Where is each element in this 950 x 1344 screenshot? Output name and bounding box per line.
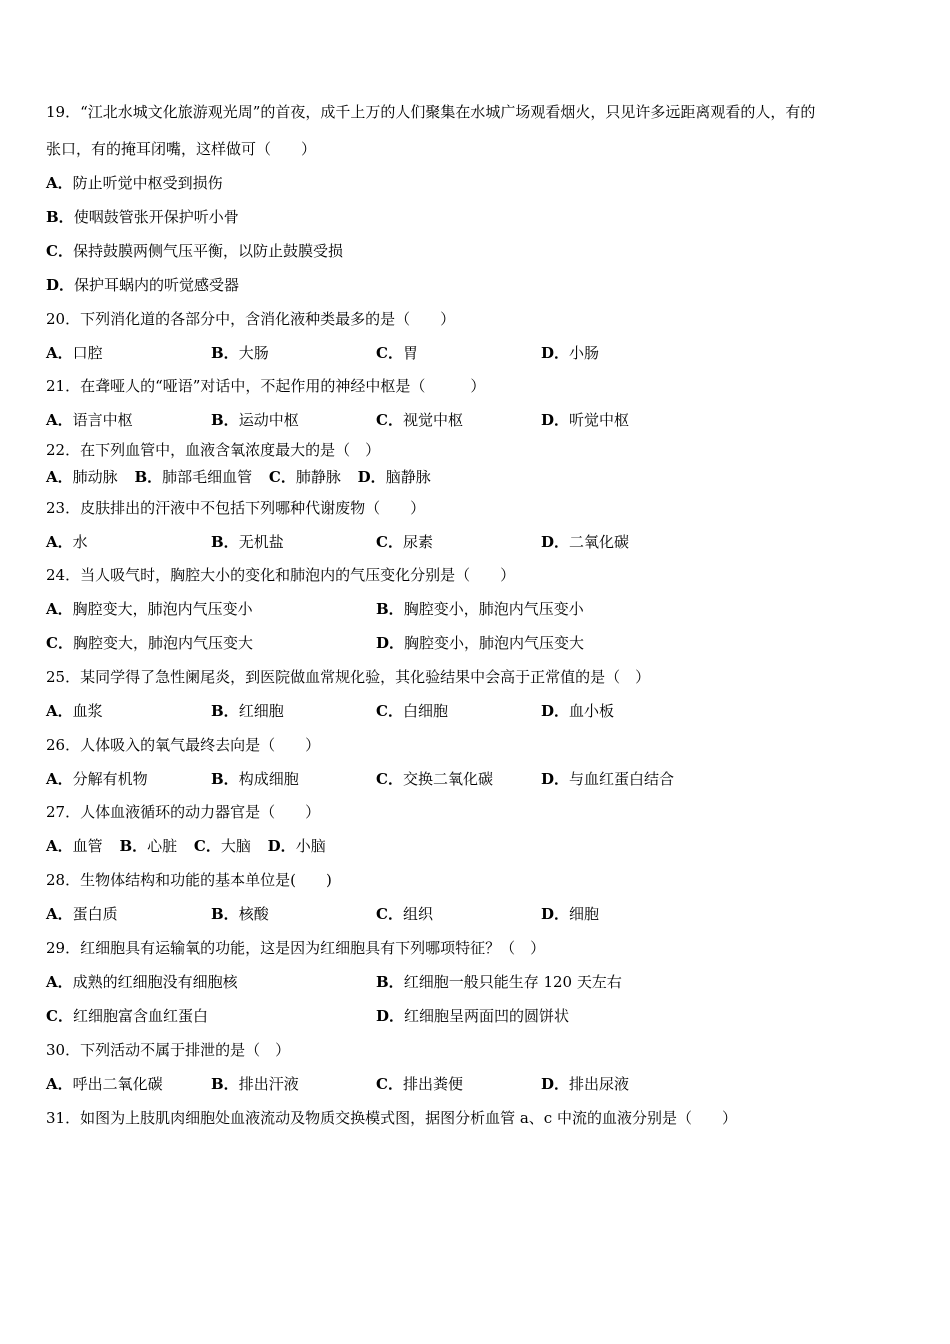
option-letter: D．	[357, 468, 386, 486]
q20-option-b: B．大肠	[211, 344, 269, 362]
option-letter: B．	[211, 770, 239, 788]
q25-option-b: B．红细胞	[211, 702, 284, 720]
option-letter: A．	[46, 702, 73, 720]
option-letter: D．	[541, 411, 570, 429]
q23-stem: 23．皮肤排出的汗液中不包括下列哪种代谢废物（ ）	[46, 499, 426, 517]
q22-option-c: C．肺静脉	[268, 468, 341, 486]
option-letter: B．	[211, 905, 239, 923]
q21-option-a: A．语言中枢	[46, 411, 133, 429]
q28-option-b: B．核酸	[211, 905, 269, 923]
option-letter: B．	[134, 468, 163, 486]
option-letter: C．	[376, 344, 403, 362]
q21-option-c: C．视觉中枢	[376, 411, 463, 429]
q26-options	[46, 770, 706, 788]
q28-options	[46, 905, 706, 923]
option-letter: C．	[46, 634, 73, 652]
q30-stem: 30．下列活动不属于排泄的是（ ）	[46, 1041, 291, 1059]
option-letter: D．	[541, 533, 570, 551]
option-letter: B．	[211, 702, 239, 720]
option-letter: A．	[46, 1075, 73, 1093]
option-letter: A．	[46, 905, 73, 923]
option-letter: D．	[376, 634, 405, 652]
q24-option-c: C．胸腔变大，肺泡内气压变大	[46, 634, 253, 652]
option-letter: A．	[46, 533, 73, 551]
q29-option-b: B．红细胞一般只能生存 120 天左右	[376, 973, 622, 991]
option-letter: A．	[46, 468, 73, 486]
q24-option-d: D．胸腔变小，肺泡内气压变大	[376, 634, 585, 652]
q26-option-b: B．构成细胞	[211, 770, 299, 788]
q25-option-a: A．血浆	[46, 702, 103, 720]
q20-stem: 20．下列消化道的各部分中，含消化液种类最多的是（ ）	[46, 310, 456, 328]
option-letter: C．	[376, 411, 403, 429]
q27-option-c: C．大脑	[193, 837, 251, 855]
option-letter: B．	[119, 837, 148, 855]
q29-option-c: C．红细胞富含血红蛋白	[46, 1007, 208, 1025]
option-letter: D．	[46, 276, 75, 294]
q24-option-b: B．胸腔变小，肺泡内气压变小	[376, 600, 584, 618]
q29-option-a: A．成熟的红细胞没有细胞核	[46, 973, 238, 991]
q22-stem: 22．在下列血管中，血液含氧浓度最大的是（ ）	[46, 441, 381, 459]
q26-option-c: C．交换二氧化碳	[376, 770, 493, 788]
option-letter: D．	[541, 702, 570, 720]
option-letter: D．	[376, 1007, 405, 1025]
option-letter: B．	[211, 1075, 239, 1093]
q19-option-b: B．使咽鼓管张开保护听小骨	[46, 208, 239, 226]
q24-options-row2	[46, 634, 706, 652]
q20-option-d: D．小肠	[541, 344, 600, 362]
q19-option-a: A．防止听觉中枢受到损伤	[46, 174, 223, 192]
q23-option-c: C．尿素	[376, 533, 433, 551]
q30-option-d: D．排出尿液	[541, 1075, 630, 1093]
q21-option-d: D．听觉中枢	[541, 411, 630, 429]
q25-option-d: D．血小板	[541, 702, 615, 720]
option-letter: D．	[541, 344, 570, 362]
q27-stem: 27．人体血液循环的动力器官是（ ）	[46, 803, 321, 821]
option-letter: B．	[46, 208, 74, 226]
q28-option-d: D．细胞	[541, 905, 600, 923]
q23-option-b: B．无机盐	[211, 533, 284, 551]
q26-option-a: A．分解有机物	[46, 770, 148, 788]
option-letter: D．	[541, 1075, 570, 1093]
option-letter: D．	[541, 770, 570, 788]
option-letter: A．	[46, 837, 73, 855]
q30-option-a: A．呼出二氧化碳	[46, 1075, 163, 1093]
option-letter: A．	[46, 600, 73, 618]
option-letter: C．	[376, 1075, 403, 1093]
option-letter: D．	[267, 837, 296, 855]
q25-stem: 25．某同学得了急性阑尾炎，到医院做血常规化验，其化验结果中会高于正常值的是（ ）	[46, 668, 651, 686]
q21-option-b: B．运动中枢	[211, 411, 299, 429]
option-letter: C．	[46, 1007, 73, 1025]
option-letter: A．	[46, 344, 73, 362]
q29-stem: 29．红细胞具有运输氧的功能，这是因为红细胞具有下列哪项特征？（ ）	[46, 939, 546, 957]
option-letter: A．	[46, 973, 73, 991]
q22-option-b: B．肺部毛细血管	[134, 468, 253, 486]
q24-option-a: A．胸腔变大，肺泡内气压变小	[46, 600, 253, 618]
option-letter: B．	[211, 533, 239, 551]
q20-options	[46, 344, 706, 362]
q27-option-d: D．小脑	[267, 837, 326, 855]
q19-stem-line2: 张口，有的掩耳闭嘴，这样做可（ ）	[46, 140, 317, 158]
q24-options-row1	[46, 600, 706, 618]
option-letter: B．	[376, 600, 404, 618]
option-letter: A．	[46, 174, 73, 192]
q23-option-d: D．二氧化碳	[541, 533, 630, 551]
q22-option-d: D．脑静脉	[357, 468, 431, 486]
q20-option-c: C．胃	[376, 344, 418, 362]
q27-options	[46, 837, 338, 855]
q23-options	[46, 533, 706, 551]
q27-option-b: B．心脏	[119, 837, 178, 855]
q22-options	[46, 468, 443, 486]
option-letter: C．	[193, 837, 221, 855]
q28-option-a: A．蛋白质	[46, 905, 118, 923]
q28-option-c: C．组织	[376, 905, 433, 923]
q24-stem: 24．当人吸气时，胸腔大小的变化和肺泡内的气压变化分别是（ ）	[46, 566, 516, 584]
q21-options	[46, 411, 706, 429]
option-letter: A．	[46, 411, 73, 429]
q25-options	[46, 702, 706, 720]
q19-option-d: D．保护耳蜗内的听觉感受器	[46, 276, 240, 294]
q30-option-c: C．排出粪便	[376, 1075, 463, 1093]
option-letter: D．	[541, 905, 570, 923]
option-letter: C．	[376, 770, 403, 788]
q29-options-row2	[46, 1007, 706, 1025]
q27-option-a: A．血管	[46, 837, 103, 855]
q22-option-a: A．肺动脉	[46, 468, 118, 486]
option-letter: C．	[46, 242, 73, 260]
q26-option-d: D．与血红蛋白结合	[541, 770, 675, 788]
q26-stem: 26．人体吸入的氧气最终去向是（ ）	[46, 736, 321, 754]
option-letter: B．	[211, 411, 239, 429]
option-letter: B．	[211, 344, 239, 362]
q30-options	[46, 1075, 706, 1093]
q21-stem: 21．在聋哑人的“哑语”对话中，不起作用的神经中枢是（ ）	[46, 377, 486, 395]
q28-stem: 28．生物体结构和功能的基本单位是( )	[46, 871, 332, 889]
q19-option-c: C．保持鼓膜两侧气压平衡，以防止鼓膜受损	[46, 242, 343, 260]
option-letter: B．	[376, 973, 404, 991]
q29-options-row1	[46, 973, 706, 991]
q23-option-a: A．水	[46, 533, 88, 551]
option-letter: C．	[376, 702, 403, 720]
q31-stem: 31．如图为上肢肌肉细胞处血液流动及物质交换模式图，据图分析血管 a、c 中流的血液分别是（ ）	[46, 1109, 737, 1127]
q25-option-c: C．白细胞	[376, 702, 448, 720]
q30-option-b: B．排出汗液	[211, 1075, 299, 1093]
option-letter: C．	[376, 905, 403, 923]
q19-stem-line1: 19．“江北水城文化旅游观光周”的首夜，成千上万的人们聚集在水城广场观看烟火，只见许多远距离观看的人，有的	[46, 103, 816, 121]
option-letter: C．	[268, 468, 296, 486]
option-letter: A．	[46, 770, 73, 788]
q29-option-d: D．红细胞呈两面凹的圆饼状	[376, 1007, 570, 1025]
q20-option-a: A．口腔	[46, 344, 103, 362]
option-letter: C．	[376, 533, 403, 551]
